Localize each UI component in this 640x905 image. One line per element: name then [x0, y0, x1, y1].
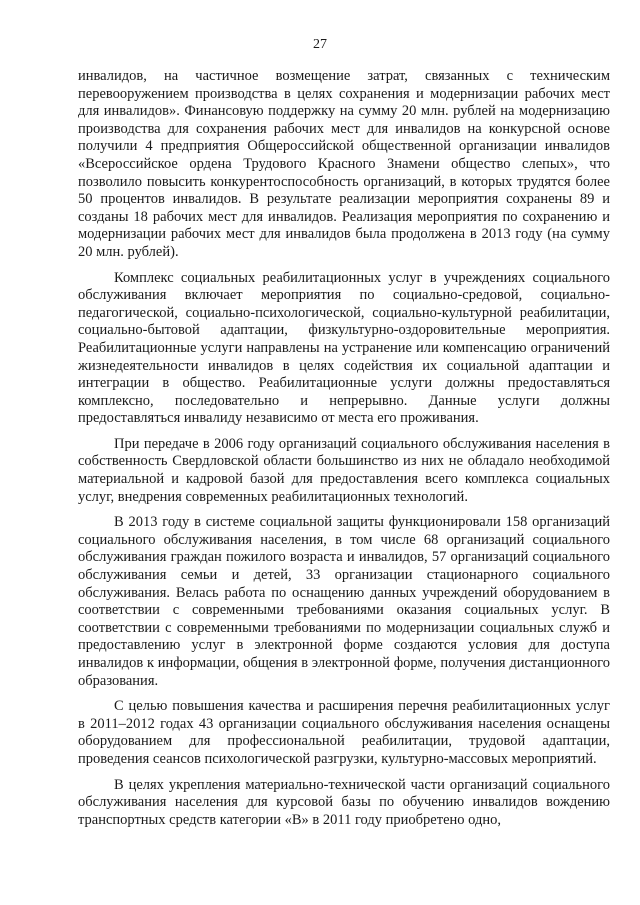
paragraph-3: При передаче в 2006 году организаций социального обслуживания населения в собственность Свердловской области большинство из них не обладало необходимой материальной и кадровой базой для предоставления всего комплекса социальных услуг, внедрения современных реабилитационных технологий.	[78, 435, 610, 505]
document-body	[78, 68, 610, 837]
paragraph-6: В целях укрепления материально-технической части организаций социального обслуживания населения для курсовой базы по обучению инвалидов вождению транспортных средств категории «В» в 2011 году приобретено одно,	[78, 776, 610, 828]
paragraph-1: инвалидов, на частичное возмещение затрат, связанных с техническим перевооружением производства в целях сохранения и модернизации рабочих мест для инвалидов». Финансовую поддержку на сумму 20 млн. рублей на модернизацию производства для сохранения рабочих мест для инвалидов на конкурсной основе получили 4 предприятия Общероссийской общественной организации инвалидов «Всероссийское ордена Трудового Красного Знамени общество слепых», что позволило повысить конкурентоспособность организаций, в которых трудятся более 50 процентов инвалидов. В результате реализации мероприятия сохранены 89 и созданы 18 рабочих мест для инвалидов. Реализация мероприятия по сохранению и модернизации рабочих мест для инвалидов была продолжена в 2013 году (на сумму 20 млн. рублей).	[78, 68, 610, 260]
paragraph-2: Комплекс социальных реабилитационных услуг в учреждениях социального обслуживания включает мероприятия по социально-средовой, социально-педагогической, социально-психологической, социально-культурной реабилитации, социально-бытовой адаптации, физкультурно-оздоровительные мероприятия. Реабилитационные услуги направлены на устранение или компенсацию ограничений жизнедеятельности инвалидов в целях содействия их социальной адаптации и интеграции в общество. Реабилитационные услуги должны предоставляться комплексно, последовательно и непрерывно. Данные услуги должны предоставляться инвалиду независимо от места его проживания.	[78, 269, 610, 427]
paragraph-4: В 2013 году в системе социальной защиты функционировали 158 организаций социального обслуживания населения, в том числе 68 организаций социального обслуживания граждан пожилого возраста и инвалидов, 57 организаций социального обслуживания семьи и детей, 33 организации стационарного социального обслуживания. Велась работа по оснащению данных учреждений оборудованием в соответствии с современными требованиями оказания социальных услуг. В соответствии с современными требованиями по модернизации социальных служб и предоставлению услуг в электронной форме создаются условия для доступа инвалидов к информации, общения в электронной форме, получения дистанционного образования.	[78, 514, 610, 689]
page-number: 27	[313, 37, 327, 52]
paragraph-5: С целью повышения качества и расширения перечня реабилитационных услуг в 2011–2012 годах 43 организации социального обслуживания населения оснащены оборудованием для профессиональной реабилитации, трудовой адаптации, проведения сеансов психологической разгрузки, культурно-массовых мероприятий.	[78, 698, 610, 767]
